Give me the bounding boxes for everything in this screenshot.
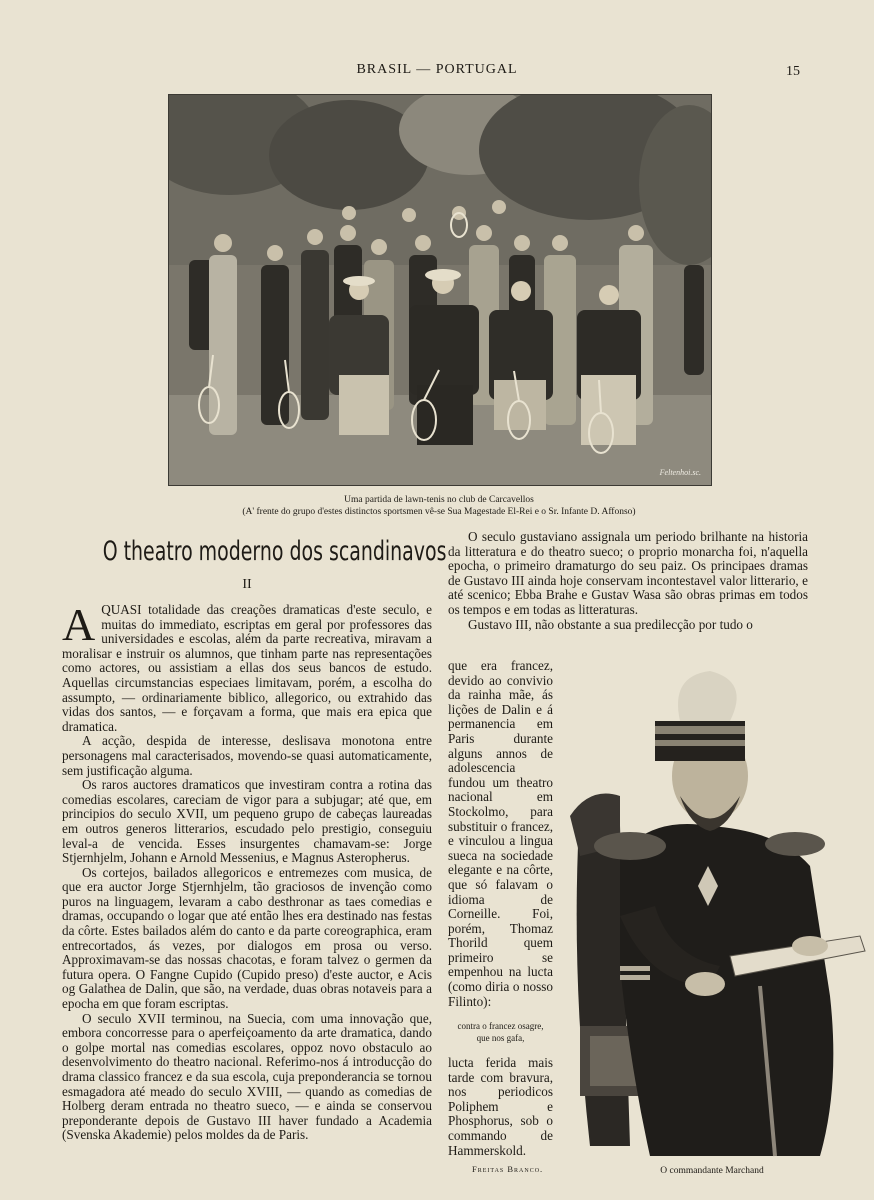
running-head: BRASIL — PORTUGAL [356,62,518,77]
verse-line: contra o francez osagre, [457,1021,544,1031]
paragraph: Gustavo III, não obstante a sua predilecção por tudo o [468,616,753,632]
paragraph: Os raros auctores dramaticos que investiram contra a rotina das comedias escolares, careciam de vigor para a subjugar; até que, em principios do seculo XVII, um pequeno grupo de cabeças laureadas em outros generos litterarios, escudado pelo prestigio, conseguiu leval-a de vencida. Esses insurgentes chamavam-se: Jorge Stjernhjelm, Johann e Arnold Messenius, e Magnus Asteropherus. [62,777,432,866]
paragraph: Os cortejos, bailados allegoricos e entremezes com musica, de que era auctor Jorge Stjernhjelm, tão graciosos de invenção como puros na linguagem, levaram a cabo desthronar as taes comedias e dramas, occupando o logar que até então lhes era destinado nas festas da côrte. Estes bailados além do canto e da parte coreographica, eram entrecortados, ás vezes, por dialogos em prosa ou verso. Approximavam-se das nossas chacotas, e foram talvez o germen da futura opera. O Fangne Cupido (Cupido preso) d'este auctor, e Acis og Galathea de Dalin, que são, na verdade, duas obras notaveis para a epocha em que foram escriptas. [62,864,432,1012]
narrow-column-tail: lucta ferida mais tarde com bravura, nos periodicos Poliphem e Phosphorus, sob o commando de Hammerskold. [448,1055,553,1158]
photo-caption [168,494,710,518]
verse-quote [448,1020,553,1044]
drop-cap: A [62,599,96,650]
section-number: II [242,577,252,592]
verse-line: que nos gafa, [476,1033,525,1043]
narrow-column-text: que era francez, devido ao convivio da rainha mãe, ás lições de Dalin e á permanencia em Paris durante alguns annos de adolescencia fundou um theatro nacional em Stockolmo, para substituir o francez, e vinculou a lingua sueca na sociedade elegante e na côrte, que só falavam o idioma de Corneille. Foi, porém, Thomaz Thorild quem primeiro se empenhou na lucta (como diria o nosso Filinto): [448,658,553,1009]
paragraph: A acção, despida de interesse, deslisava monotona entre personagens mal caracterisados, movendo-se quasi automaticamente, sem justificação alguma. [62,733,432,778]
photo-caption-line2: (A' frente do grupo d'estes distinctos sportsmen vê-se Sua Magestade El-Rei e o Sr. Infante D. Affonso) [242,507,636,517]
article-right-column [448,530,808,632]
photo-engraver-credit: Feltenhoi.sc. [659,468,701,477]
author-signature: Freitas Branco. [472,1164,544,1174]
photo-caption-line1: Uma partida de lawn-tenis no club de Carcavellos [344,495,534,505]
paragraph: O seculo gustaviano assignala um periodo brilhante na historia da litteratura e do theatro sueco; o proprio monarcha foi, n'aquella epocha, o primeiro dramaturgo do seu paiz. Os principaes dramas de Gustavo III ainda hoje conservam incontestavel valor litterario, e até scenico; Ebba Brahe e Gustav Wasa são obras primas em todos os tempos e em todas as litteraturas. [448,529,808,617]
portrait-caption: O commandante Marchand [660,1166,764,1176]
article-title: O theatro moderno dos scandinavos [102,536,447,567]
paragraph: AQUASI totalidade das creações dramaticas d'este seculo, e muitas do immediato, escriptas em geral por professores das universidades e escolas, além da parte recreativa, miravam a moralisar e instruir os alumnos, que tinham parte nas representações como actores, ou assistiam a ellas dos seus bancos de estudo. Aquellas circumstancias especiaes limitavam, porém, a escolha do assumpto, — ordinariamente biblico, allegorico, ou extrahido das vidas dos santos, — e forçavam a forma, que mais era epica que dramatica. [62,599,432,734]
article-left-column [62,530,447,1143]
tennis-group-photo [168,94,712,486]
page-number: 15 [786,64,800,79]
paragraph: O seculo XVII terminou, na Suecia, com uma innovação que, embora concorresse para o aperfeiçoamento da arte dramatica, dando o golpe mortal nas comedias escolares, oppoz novo obstaculo ao desenvolvimento do theatro nacional. Referimo-nos á introducção do drama classico francez e da sua escola, cuja preponderancia se tornou esmagadora até meado do seculo XVIII, — quando as comedias de Holberg deram entrada no theatro sueco, — e ainda se conservou preponderante depois de Gustavo III haver fundado a Academia (Svenska Akademie) pelos moldes da de Paris. [62,1010,432,1143]
commander-portrait [560,666,872,1160]
